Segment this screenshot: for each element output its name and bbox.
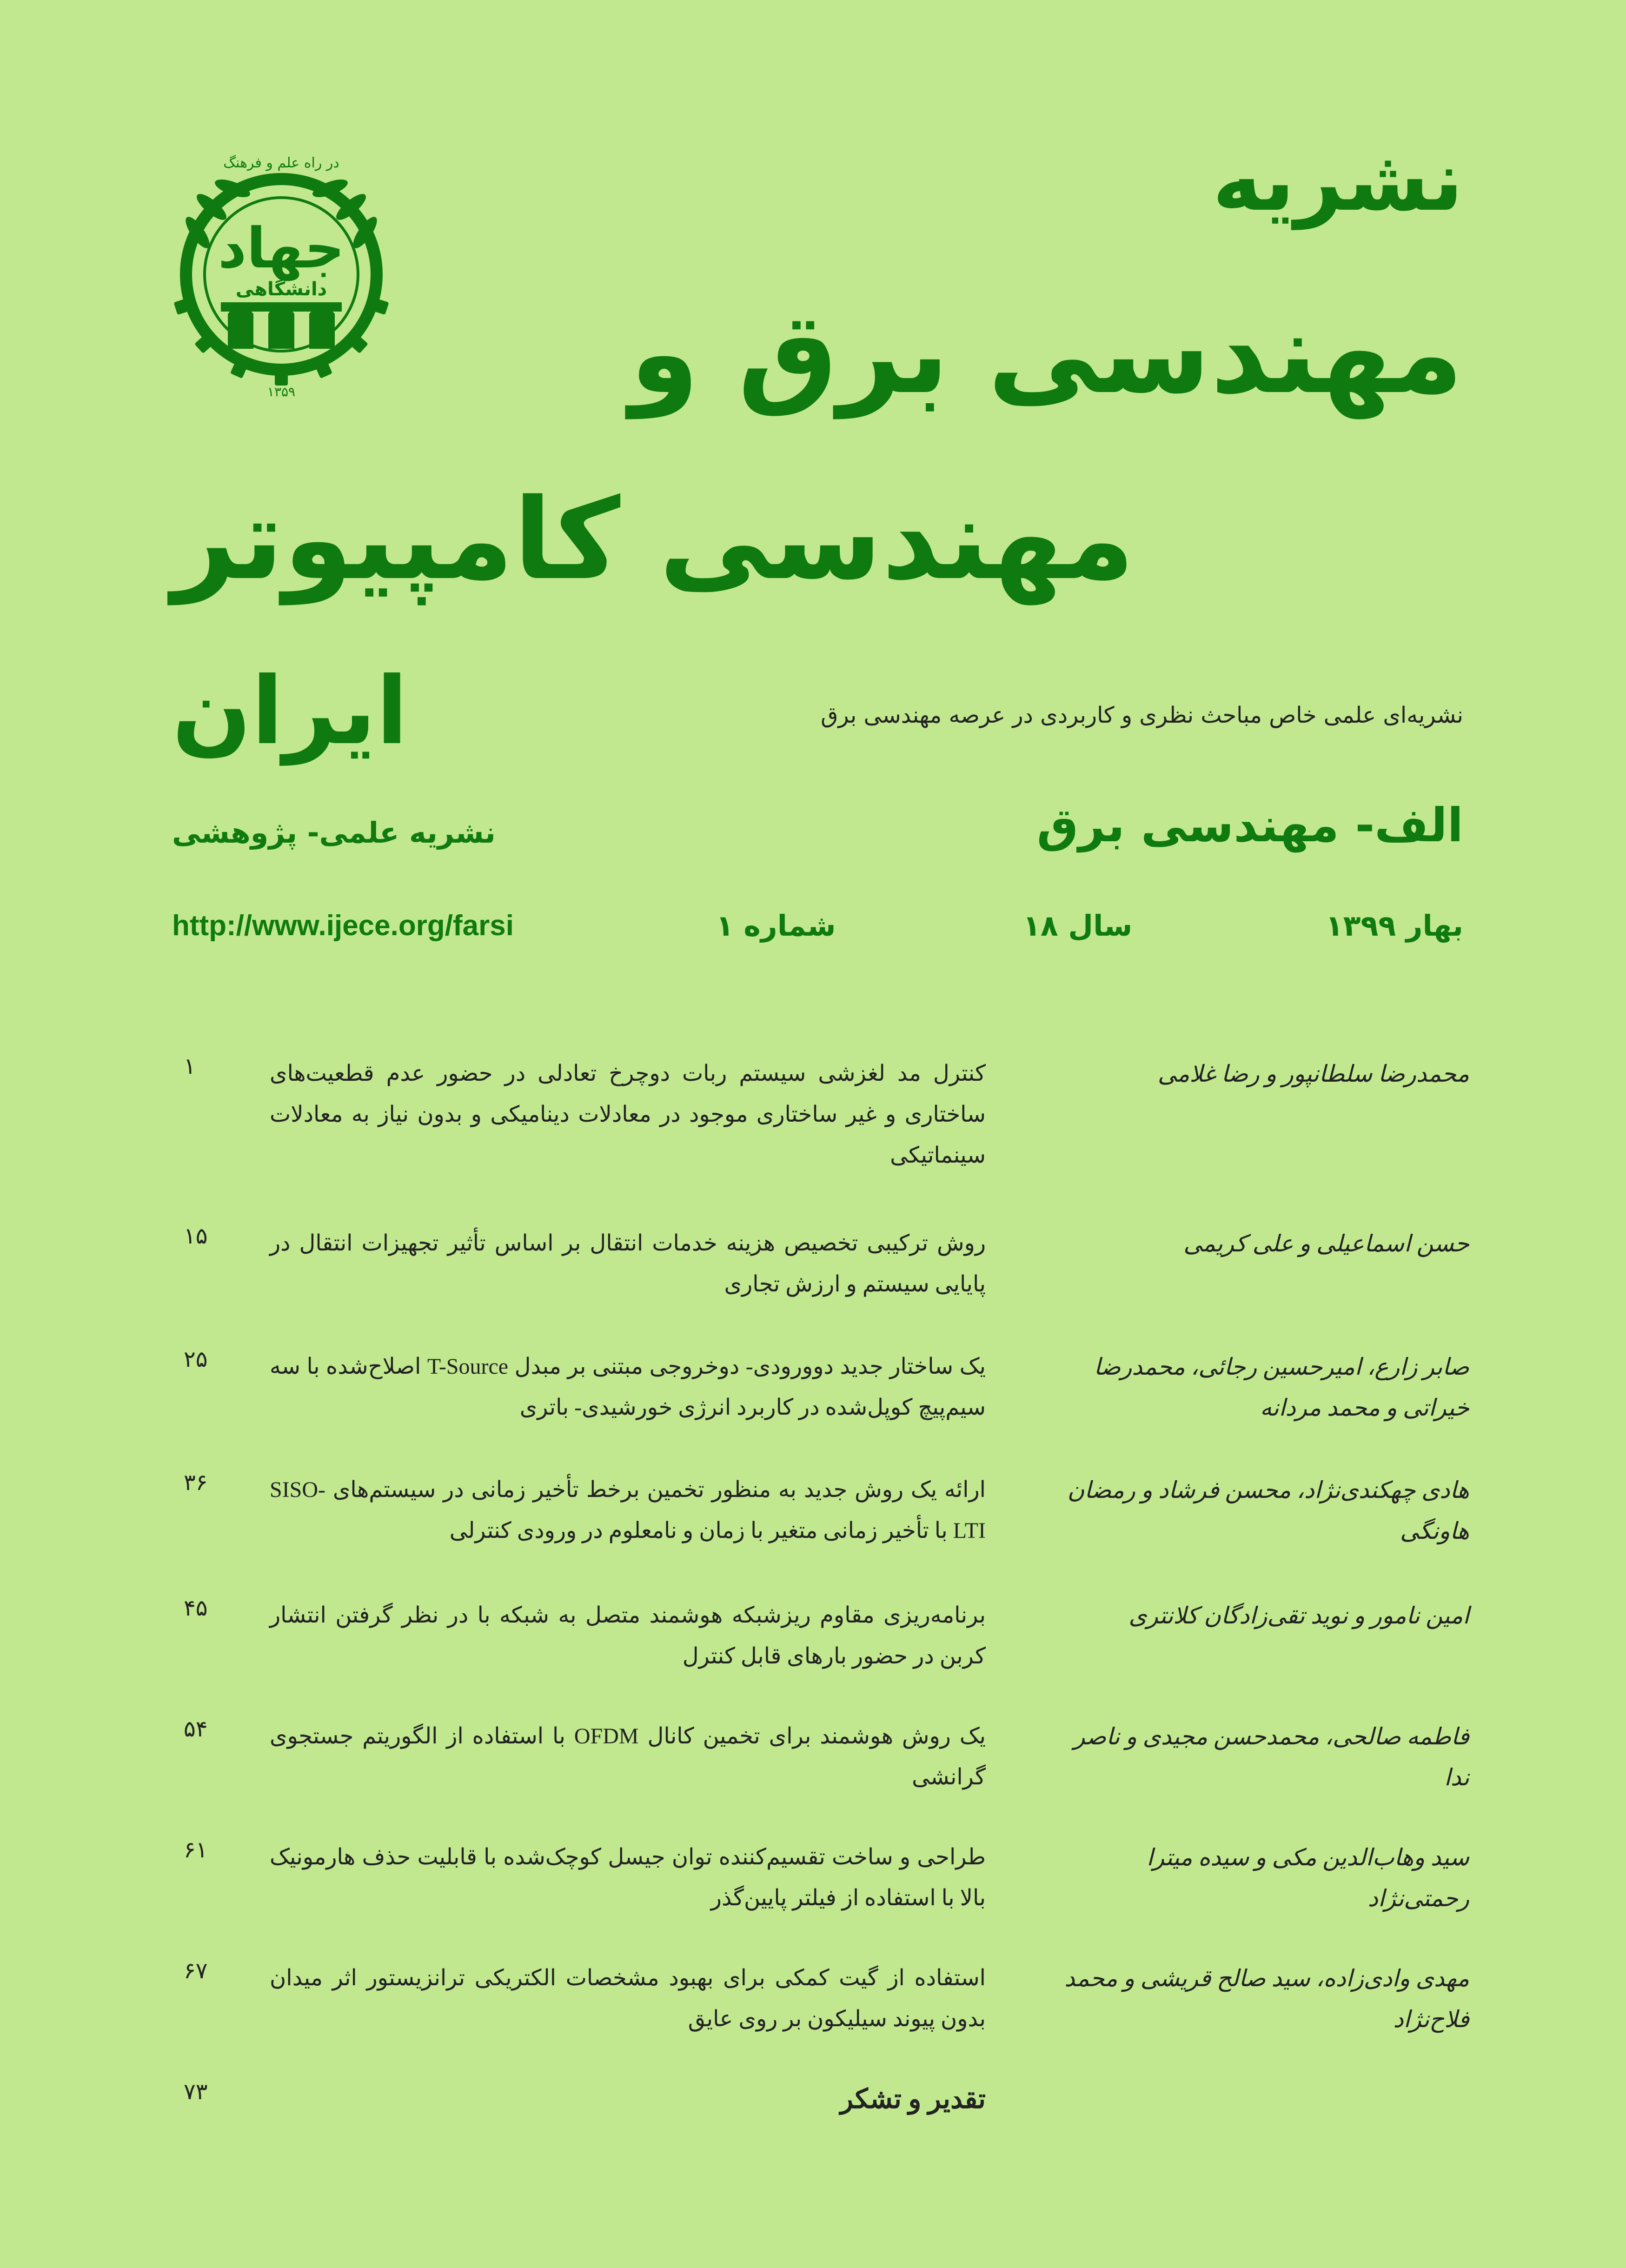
toc-page-number: ۷۳ [184, 2080, 208, 2104]
toc-authors: محمدرضا سلطانپور و رضا غلامی [1157, 1061, 1469, 1087]
journal-type: نشریه علمی- پژوهشی [172, 816, 496, 850]
toc-page-number: ۳۶ [184, 1470, 208, 1495]
journal-title-line1: نشریه [1212, 133, 1463, 230]
journal-title-line3: مهندسی کامپیوتر [172, 474, 1135, 605]
journal-section: الف- مهندسی برق [1036, 798, 1463, 852]
toc-page-number: ۴۵ [184, 1596, 208, 1621]
toc-article-title[interactable]: روش ترکیبی تخصیص هزینه خدمات انتقال بر اساس تأثیر تجهیزات انتقال در پایایی سیستم و ارزش تجاری [270, 1231, 986, 1297]
journal-title-line4: ایران [172, 657, 408, 765]
toc-authors: مهدی وادی‌زاده، سید صالح قریشی و محمد فلاح‌نژاد [1064, 1965, 1469, 2032]
toc-page-number: ۶۱ [184, 1838, 208, 1862]
toc-authors: امین نامور و نوید تقی‌زادگان کلانتری [1128, 1603, 1469, 1629]
toc-page-number: ۵۴ [184, 1717, 208, 1742]
toc-article-title[interactable]: استفاده از گیت کمکی برای بهبود مشخصات الکتریکی ترانزیستور اثر میدان بدون پیوند سیلیکون بر روی عایق [270, 1966, 986, 2031]
journal-url-link[interactable]: http://www.ijece.org/farsi [172, 910, 514, 942]
toc-authors: سید وهاب‌الدین مکی و سیده میترا رحمتی‌نژاد [1147, 1844, 1469, 1911]
toc-article-title[interactable]: یک ساختار جدید دوورودی- دوخروجی مبتنی بر مبدل T-Source اصلاح‌شده با سه سیم‌پیچ کوپل‌شده در کاربرد انرژی خورشیدی- باتری [270, 1354, 986, 1420]
toc-acknowledgement-title[interactable]: تقدیر و تشکر [840, 2084, 986, 2114]
journal-subtitle: نشریه‌ای علمی خاص مباحث نظری و کاربردی در عرصه مهندسی برق [821, 702, 1463, 728]
toc-authors: صابر زارع، امیرحسین رجائی، محمدرضا خیراتی و محمد مردانه [1094, 1354, 1469, 1421]
issue-number: شماره ۱ [716, 909, 836, 943]
toc-article-title[interactable]: طراحی و ساخت تقسیم‌کننده توان جیسل کوچک‌شده با قابلیت حذف هارمونیک بالا با استفاده از فیلتر پایین‌گذر [270, 1845, 986, 1910]
issue-season: بهار ۱۳۹۹ [1325, 909, 1463, 943]
toc-article-title[interactable]: کنترل مد لغزشی سیستم ربات دوچرخ تعادلی در حضور عدم قطعیت‌های ساختاری و غیر ساختاری موجود در معادلات دینامیکی و بدون نیاز به معادلات سینماتیکی [270, 1061, 986, 1168]
logo-motto: در راه علم و فرهنگ [223, 155, 339, 171]
toc-authors: حسن اسماعیلی و علی کریمی [1183, 1230, 1469, 1257]
logo-sub-text: دانشگاهی [235, 279, 327, 300]
toc-article-title[interactable]: برنامه‌ریزی مقاوم ریزشبکه هوشمند متصل به شبکه با در نظر گرفتن انتشار کربن در حضور بارهای قابل کنترل [270, 1603, 986, 1669]
toc-article-title[interactable]: یک روش هوشمند برای تخمین کانال OFDM با استفاده از الگوریتم جستجوی گرانشی [270, 1724, 986, 1789]
logo-main-text: جهاد [218, 216, 345, 281]
toc-page-number: ۶۷ [184, 1959, 208, 1983]
toc-authors: هادی چهکندی‌نژاد، محسن فرشاد و رمضان هاونگی [1067, 1477, 1469, 1544]
toc-page-number: ۱ [184, 1054, 196, 1079]
issue-year: سال ۱۸ [1023, 909, 1133, 943]
logo-year: ۱۳۵۹ [267, 384, 296, 399]
toc-article-title[interactable]: ارائه یک روش جدید به منظور تخمین برخط تأخیر زمانی در سیستم‌های SISO-LTI با تأخیر زمانی متغیر با زمان و نامعلوم در ورودی کنترلی [270, 1477, 986, 1543]
toc-authors: فاطمه صالحی، محمدحسن مجیدی و ناصر ندا [1074, 1723, 1469, 1790]
toc-page-number: ۱۵ [184, 1224, 208, 1249]
jahad-daneshgahi-logo [151, 140, 411, 400]
journal-title-line2: مهندسی برق و [630, 288, 1463, 419]
toc-page-number: ۲۵ [184, 1347, 208, 1372]
